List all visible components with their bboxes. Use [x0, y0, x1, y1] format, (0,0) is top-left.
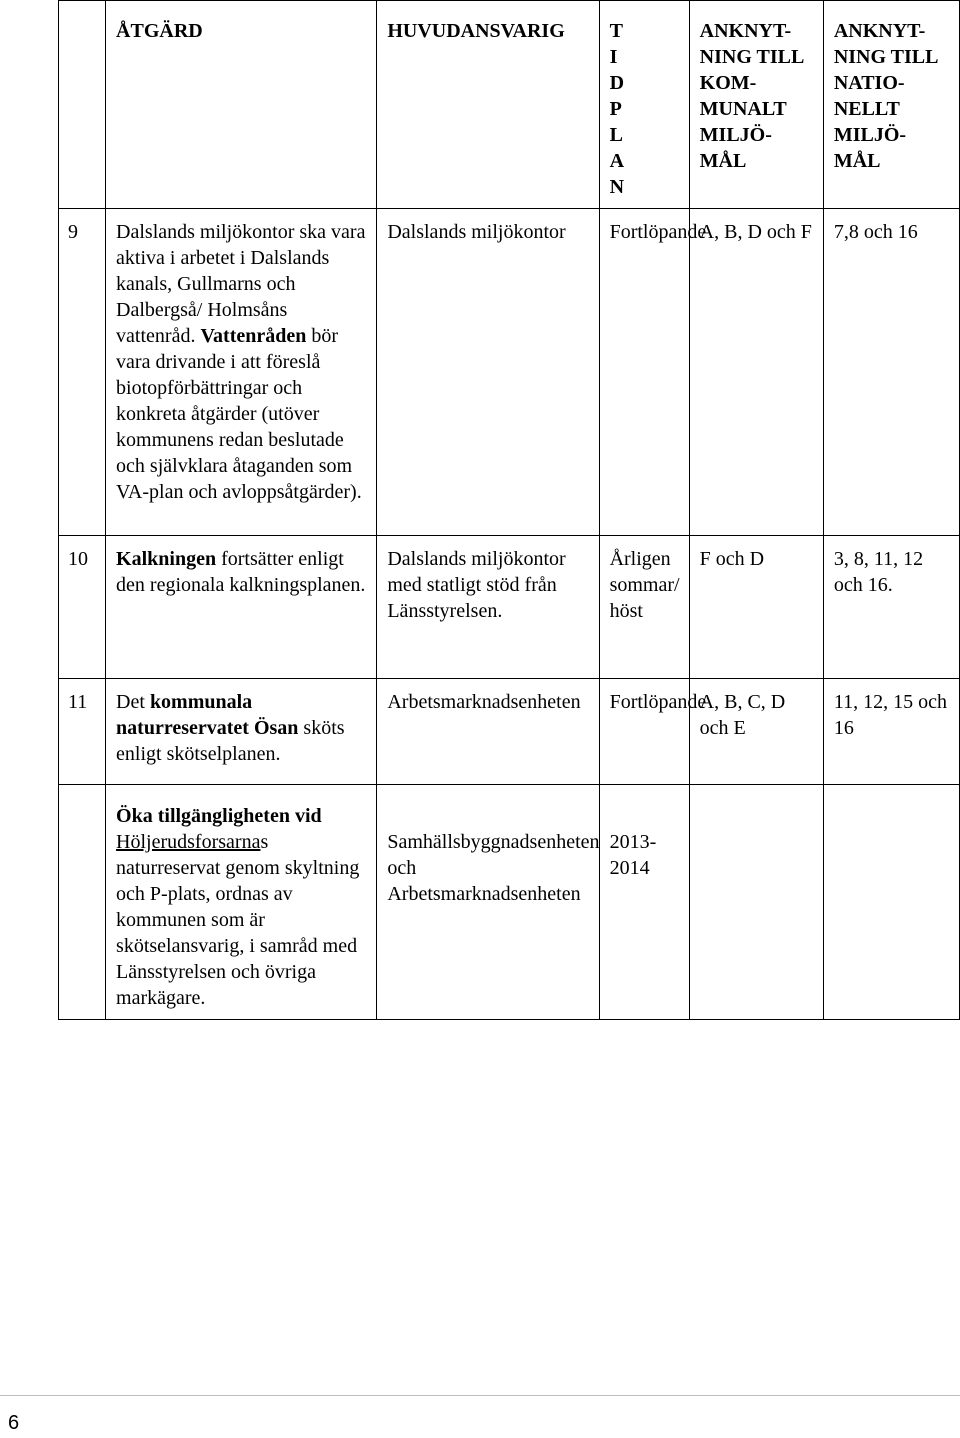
responsible-cell: Arbetsmarknadsenheten	[377, 679, 599, 785]
municipal-goals-cell: A, B, D och F	[689, 209, 823, 536]
header-row	[59, 1, 960, 209]
table-row	[59, 785, 960, 1020]
header-action: ÅTGÄRD	[106, 1, 377, 209]
row-number: 10	[59, 536, 106, 679]
national-goals-cell: 11, 12, 15 och 16	[823, 679, 959, 785]
header-municipal-goals: ANKNYT- NING TILL KOM- MUNALT MILJÖ- MÅL	[689, 1, 823, 209]
action-cell: Det kommunala naturreservatet Ösan sköts enligt skötselplanen.	[106, 679, 377, 785]
tidplan-cell: 2013-2014	[599, 785, 689, 1020]
footer-divider	[0, 1395, 960, 1396]
action-cell: Kalkningen fortsätter enligt den regionala kalkningsplanen.	[106, 536, 377, 679]
row-number: 9	[59, 209, 106, 536]
national-goals-cell: 7,8 och 16	[823, 209, 959, 536]
page-number: 6	[8, 1412, 20, 1434]
table-row	[59, 679, 960, 785]
tidplan-cell: Fortlöpande	[599, 679, 689, 785]
table-row	[59, 209, 960, 536]
row-number	[59, 785, 106, 1020]
action-cell: Dalslands miljökontor ska vara aktiva i arbetet i Dalslands kanals, Gullmarns och Dalbergså/ Holmsåns vattenråd. Vattenråden bör vara drivande i att föreslå biotopförbättringar och konkreta åtgärder (utöver kommunens redan beslutade och självklara åtaganden som VA-plan och avloppsåtgärder).	[106, 209, 377, 536]
header-national-goals: ANKNYT- NING TILL NATIO- NELLT MILJÖ- MÅL	[823, 1, 959, 209]
table-row	[59, 536, 960, 679]
tidplan-cell: Fortlöpande	[599, 209, 689, 536]
responsible-cell: Dalslands miljökontor	[377, 209, 599, 536]
municipal-goals-cell: F och D	[689, 536, 823, 679]
action-cell: Öka tillgängligheten vid Höljerudsforsarnas naturreservat genom skyltning och P-plats, ordnas av kommunen som är skötselansvarig, i samråd med Länsstyrelsen och övriga markägare.	[106, 785, 377, 1020]
header-tidplan-letters: T I D P L A N	[609, 20, 625, 198]
responsible-cell: Samhällsbyggnadsenheten och Arbetsmarknadsenheten	[377, 785, 599, 1020]
action-plan-table	[58, 0, 960, 1020]
national-goals-cell: 3, 8, 11, 12 och 16.	[823, 536, 959, 679]
responsible-cell: Dalslands miljökontor med statligt stöd från Länsstyrelsen.	[377, 536, 599, 679]
municipal-goals-cell	[689, 785, 823, 1020]
tidplan-cell: Årligen sommar/ höst	[599, 536, 689, 679]
header-responsible: HUVUDANSVARIG	[377, 1, 599, 209]
municipal-goals-cell: A, B, C, D och E	[689, 679, 823, 785]
location-name: Höljerudsforsarna	[116, 831, 261, 853]
row-number: 11	[59, 679, 106, 785]
national-goals-cell	[823, 785, 959, 1020]
header-num	[59, 1, 106, 209]
header-tidplan	[599, 1, 689, 209]
